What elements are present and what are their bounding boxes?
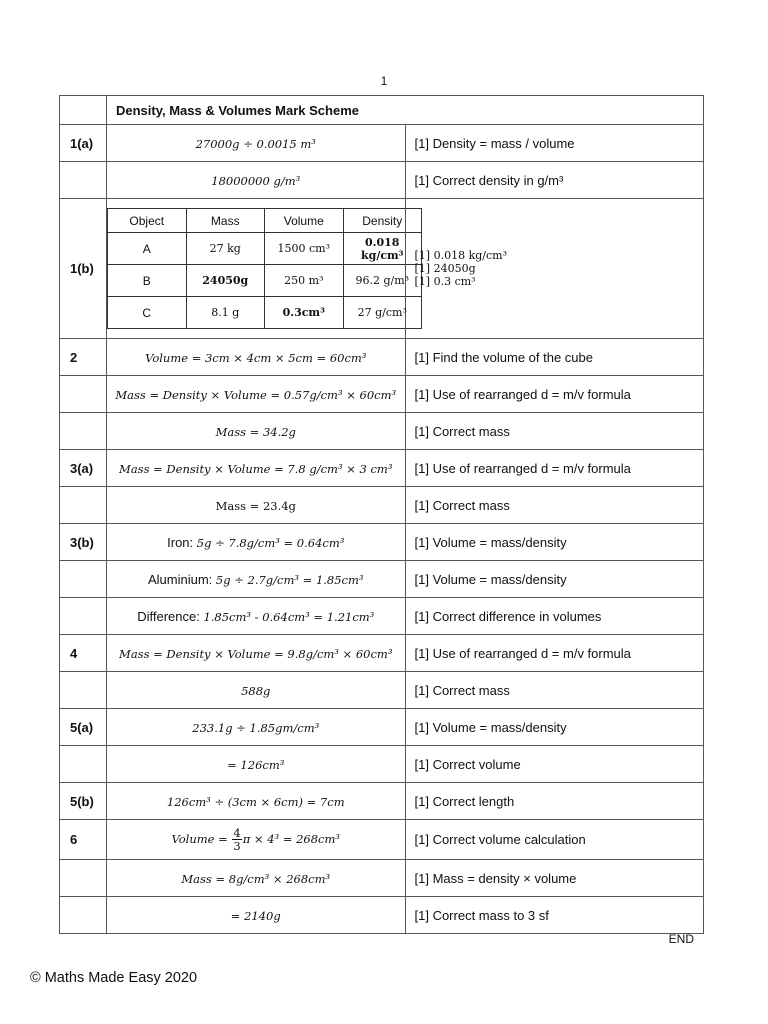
- marks-cell: [1] Use of rearranged d = m/v formula: [405, 450, 704, 487]
- marks-list: [415, 249, 704, 288]
- answer-text: Mass = Density × Volume = 9.8g/cm³ × 60cm³: [119, 646, 393, 661]
- answer-cell: [107, 524, 406, 561]
- table-row: [60, 413, 704, 450]
- marks-cell: [1] Correct mass: [405, 487, 704, 524]
- table-row: [60, 125, 704, 162]
- answer-cell: [107, 487, 406, 524]
- marks-cell: [1] Density = mass / volume: [405, 125, 704, 162]
- question-cell: [60, 672, 107, 709]
- marks-cell: [1] Correct mass to 3 sf: [405, 897, 704, 934]
- table-row: [60, 897, 704, 934]
- answer-cell: [107, 561, 406, 598]
- answer-text: Volume = 3cm × 4cm × 5cm = 60cm³: [145, 350, 367, 365]
- answer-cell: [107, 783, 406, 820]
- answer-cell: [107, 413, 406, 450]
- question-cell: [60, 413, 107, 450]
- col-header-object: Object: [108, 209, 187, 233]
- question-cell: [60, 487, 107, 524]
- marks-cell: [1] Correct difference in volumes: [405, 598, 704, 635]
- density-cell: 96.2 g/m³: [343, 265, 422, 297]
- answer-text: Mass = 34.2g: [215, 424, 296, 439]
- table-row: [60, 598, 704, 635]
- answer-text: 126cm³ ÷ (3cm × 6cm) = 7cm: [166, 794, 345, 809]
- table-row: [60, 820, 704, 860]
- answer-text: 27000g ÷ 0.0015 m³: [195, 136, 316, 151]
- marks-cell: [1] Use of rearranged d = m/v formula: [405, 635, 704, 672]
- question-cell: [60, 598, 107, 635]
- answer-text: = 126cm³: [227, 757, 285, 772]
- question-cell: 5(a): [60, 709, 107, 746]
- question-cell: [60, 162, 107, 199]
- mass-cell: 24050g: [186, 265, 265, 297]
- marks-cell: [1] Correct mass: [405, 413, 704, 450]
- question-cell: 3(b): [60, 524, 107, 561]
- question-cell: [60, 561, 107, 598]
- mark-line: [1] 0.3 cm³: [414, 275, 476, 288]
- question-cell: 1(b): [60, 199, 107, 339]
- question-cell: 6: [60, 820, 107, 860]
- table-row: [60, 860, 704, 897]
- object-cell: A: [108, 233, 187, 265]
- col-header-density: Density: [343, 209, 422, 233]
- mass-cell: 27 kg: [186, 233, 265, 265]
- question-cell: 4: [60, 635, 107, 672]
- answer-cell: [107, 897, 406, 934]
- answer-cell: [107, 746, 406, 783]
- marks-cell: [1] Mass = density × volume: [405, 860, 704, 897]
- answer-cell: [107, 376, 406, 413]
- question-cell: [60, 897, 107, 934]
- question-cell: 2: [60, 339, 107, 376]
- table-row: [60, 635, 704, 672]
- answer-cell: [107, 125, 406, 162]
- answer-cell: [107, 709, 406, 746]
- table-row: [60, 162, 704, 199]
- answer-text: 588g: [241, 683, 271, 698]
- marks-cell: [1] Volume = mass/density: [405, 524, 704, 561]
- object-cell: C: [108, 297, 187, 329]
- fraction: [232, 827, 241, 852]
- fraction-denominator: 3: [233, 839, 241, 853]
- table-row: [60, 783, 704, 820]
- table-row: [60, 450, 704, 487]
- object-row-a: [108, 233, 422, 265]
- answer-text: = 2140g: [230, 908, 281, 923]
- answer-text: Mass = Density × Volume = 0.57g/cm³ × 60cm³: [115, 387, 397, 402]
- answer-label: Difference:: [137, 608, 204, 624]
- answer-cell: [107, 162, 406, 199]
- question-cell: [60, 860, 107, 897]
- table-row-1b: [60, 199, 704, 339]
- object-row-b: [108, 265, 422, 297]
- answer-label: Aluminium:: [147, 571, 216, 587]
- answer-cell: [107, 339, 406, 376]
- col-header-mass: Mass: [186, 209, 265, 233]
- question-cell: [60, 376, 107, 413]
- answer-cell: [107, 672, 406, 709]
- answer-cell: [107, 860, 406, 897]
- answer-cell: [107, 635, 406, 672]
- answer-text: Mass = 8g/cm³ × 268cm³: [181, 871, 331, 886]
- marks-cell: [1] Correct length: [405, 783, 704, 820]
- fraction-numerator: 4: [233, 825, 241, 840]
- table-row: [60, 672, 704, 709]
- marks-cell: [1] Use of rearranged d = m/v formula: [405, 376, 704, 413]
- mark-line: [1] 24050g: [414, 262, 476, 275]
- answer-text: 5g ÷ 2.7g/cm³ = 1.85cm³: [215, 572, 364, 587]
- question-cell: 1(a): [60, 125, 107, 162]
- marks-cell: [405, 199, 704, 339]
- object-table-header: [108, 209, 422, 233]
- answer-label: Iron:: [167, 534, 197, 550]
- answer-text: 5g ÷ 7.8g/cm³ = 0.64cm³: [196, 535, 345, 550]
- end-label: END: [668, 932, 694, 946]
- question-cell: [60, 746, 107, 783]
- marks-cell: [1] Correct density in g/m³: [405, 162, 704, 199]
- table-row: [60, 524, 704, 561]
- mass-cell: 8.1 g: [186, 297, 265, 329]
- header-blank-cell: [60, 96, 107, 125]
- volume-cell: 0.3cm³: [265, 297, 344, 329]
- density-cell: 0.018 kg/cm³: [343, 233, 422, 265]
- table-row: [60, 746, 704, 783]
- mark-line: [1] 0.018 kg/cm³: [414, 249, 507, 262]
- question-cell: 5(b): [60, 783, 107, 820]
- marks-cell: [1] Correct volume: [405, 746, 704, 783]
- question-cell: 3(a): [60, 450, 107, 487]
- marks-cell: [1] Correct volume calculation: [405, 820, 704, 860]
- answer-text: Mass = 23.4g: [215, 498, 296, 513]
- col-header-volume: Volume: [265, 209, 344, 233]
- mark-scheme-table: [59, 95, 704, 934]
- answer-text: 18000000 g/m³: [211, 173, 301, 188]
- marks-cell: [1] Volume = mass/density: [405, 709, 704, 746]
- page-number: 1: [380, 74, 388, 88]
- marks-cell: [1] Correct mass: [405, 672, 704, 709]
- answer-text: π × 4³ = 268cm³: [242, 831, 341, 846]
- header-title: Density, Mass & Volumes Mark Scheme: [107, 96, 704, 125]
- density-cell: 27 g/cm³: [343, 297, 422, 329]
- table-row: [60, 376, 704, 413]
- table-row: [60, 487, 704, 524]
- object-row-c: [108, 297, 422, 329]
- table-row: [60, 709, 704, 746]
- answer-cell: [107, 199, 410, 339]
- volume-cell: 1500 cm³: [265, 233, 344, 265]
- table-row: [60, 339, 704, 376]
- answer-text: Volume =: [171, 831, 232, 846]
- table-row: [60, 561, 704, 598]
- answer-cell: [107, 450, 406, 487]
- answer-text: 1.85cm³ - 0.64cm³ = 1.21cm³: [203, 609, 375, 624]
- footer-copyright: © Maths Made Easy 2020: [30, 970, 198, 986]
- answer-cell: [107, 598, 406, 635]
- volume-cell: 250 m³: [265, 265, 344, 297]
- answer-text: Mass = Density × Volume = 7.8 g/cm³ × 3 cm³: [119, 461, 393, 476]
- marks-cell: [1] Volume = mass/density: [405, 561, 704, 598]
- answer-text: 233.1g ÷ 1.85gm/cm³: [192, 720, 320, 735]
- object-table: [107, 208, 422, 329]
- answer-cell: [107, 820, 406, 860]
- header-row: [60, 96, 704, 125]
- marks-cell: [1] Find the volume of the cube: [405, 339, 704, 376]
- object-cell: B: [108, 265, 187, 297]
